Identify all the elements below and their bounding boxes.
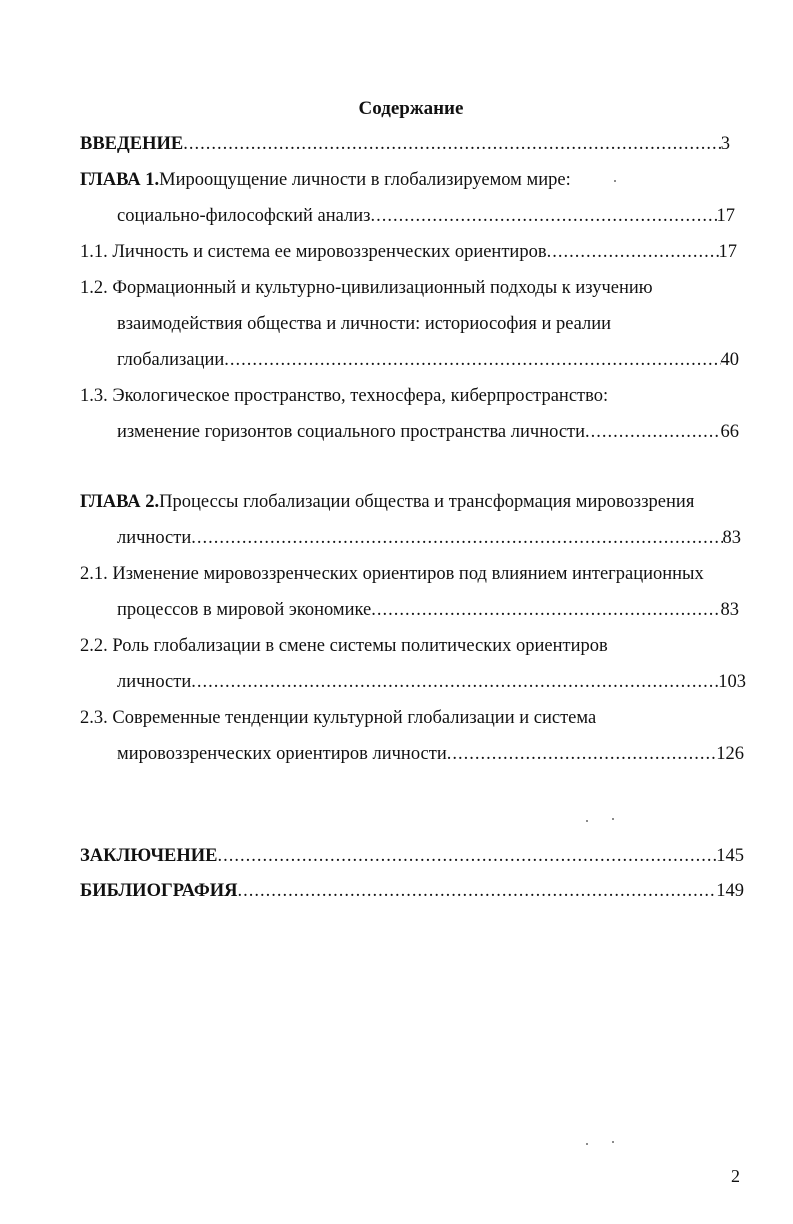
toc-entry-chapter-1 — [117, 203, 735, 229]
toc-entry-conclusion — [80, 843, 744, 869]
chapter-title: Процессы глобализации общества и трансформация мировоззрения — [159, 492, 695, 512]
chapter-prefix: ГЛАВА 1. — [80, 170, 160, 190]
toc-entry-section-2-2-heading — [80, 633, 760, 659]
toc-page-number: 17 — [716, 206, 735, 226]
scan-speck — [614, 180, 616, 182]
chapter-title: Мироощущение личности в глобализируемом мире: — [159, 170, 571, 190]
dot-leader — [585, 419, 720, 445]
toc-entry-chapter-2 — [117, 525, 741, 551]
dot-leader — [218, 843, 717, 869]
dot-leader — [191, 669, 718, 695]
toc-page-number: 40 — [720, 350, 739, 370]
toc-page-number: 126 — [716, 744, 744, 764]
dot-leader — [224, 347, 720, 373]
dot-leader — [547, 239, 719, 265]
toc-entry-chapter-2-heading — [80, 489, 770, 515]
toc-page-number: 149 — [716, 881, 744, 901]
scan-speck — [586, 820, 588, 822]
dot-leader — [447, 741, 717, 767]
toc-entry-section-2-3 — [117, 741, 744, 767]
toc-page-number: 103 — [718, 672, 746, 692]
dot-leader — [191, 525, 722, 551]
dot-leader — [183, 131, 721, 157]
toc-entry-label: ВВЕДЕНИЕ — [80, 134, 184, 154]
section-title-continued: процессов в мировой экономике — [117, 600, 372, 620]
section-title-continued: взаимодействия общества и личности: историософия и реалии — [117, 314, 612, 334]
toc-entry-introduction — [80, 131, 730, 157]
toc-page-number: 145 — [716, 846, 744, 866]
section-title-continued: изменение горизонтов социального пространства личности — [117, 422, 586, 442]
dot-leader — [238, 878, 717, 904]
toc-entry-label: ЗАКЛЮЧЕНИЕ — [80, 846, 218, 866]
dot-leader — [371, 597, 720, 623]
section-title: 1.1. Личность и система ее мировоззренческих ориентиров — [80, 242, 547, 262]
chapter-prefix: ГЛАВА 2. — [80, 492, 160, 512]
toc-entry-section-1-3-heading — [80, 383, 760, 409]
toc-entry-label: БИБЛИОГРАФИЯ — [80, 881, 238, 901]
toc-page-number: 83 — [722, 528, 741, 548]
page-title: Содержание — [358, 98, 464, 119]
chapter-title-continued: личности — [117, 528, 192, 548]
toc-entry-section-1-3 — [117, 419, 739, 445]
toc-page-number: 66 — [720, 422, 739, 442]
section-title: 1.3. Экологическое пространство, техносфера, киберпространство: — [80, 386, 609, 406]
toc-entry-section-1-2-line-2 — [117, 311, 737, 337]
toc-entry-section-2-1 — [117, 597, 739, 623]
scan-speck — [612, 818, 614, 820]
toc-entry-chapter-1-heading — [80, 167, 740, 193]
page-number: 2 — [731, 1166, 740, 1186]
toc-entry-section-2-3-heading — [80, 705, 760, 731]
section-title-continued: мировоззренческих ориентиров личности — [117, 744, 447, 764]
toc-entry-section-1-2 — [117, 347, 739, 373]
section-title-continued: глобализации — [117, 350, 225, 370]
toc-page-number: 17 — [718, 242, 737, 262]
scan-speck — [612, 1141, 614, 1143]
chapter-title-continued: социально-философский анализ — [117, 206, 371, 226]
toc-entry-section-1-2-heading — [80, 275, 760, 301]
section-title: 1.2. Формационный и культурно-цивилизационный подходы к изучению — [80, 278, 653, 298]
toc-page-number: 83 — [720, 600, 739, 620]
section-title: 2.2. Роль глобализации в смене системы политических ориентиров — [80, 636, 608, 656]
toc-page-number: 3 — [720, 134, 730, 154]
toc-entry-section-2-1-heading — [80, 561, 780, 587]
scan-speck — [586, 1143, 588, 1145]
section-title-continued: личности — [117, 672, 192, 692]
section-title: 2.1. Изменение мировоззренческих ориентиров под влиянием интеграционных — [80, 564, 704, 584]
toc-entry-bibliography — [80, 878, 744, 904]
toc-entry-section-2-2 — [117, 669, 746, 695]
toc-entry-section-1-1 — [80, 239, 737, 265]
section-title: 2.3. Современные тенденции культурной глобализации и система — [80, 708, 597, 728]
dot-leader — [370, 203, 716, 229]
